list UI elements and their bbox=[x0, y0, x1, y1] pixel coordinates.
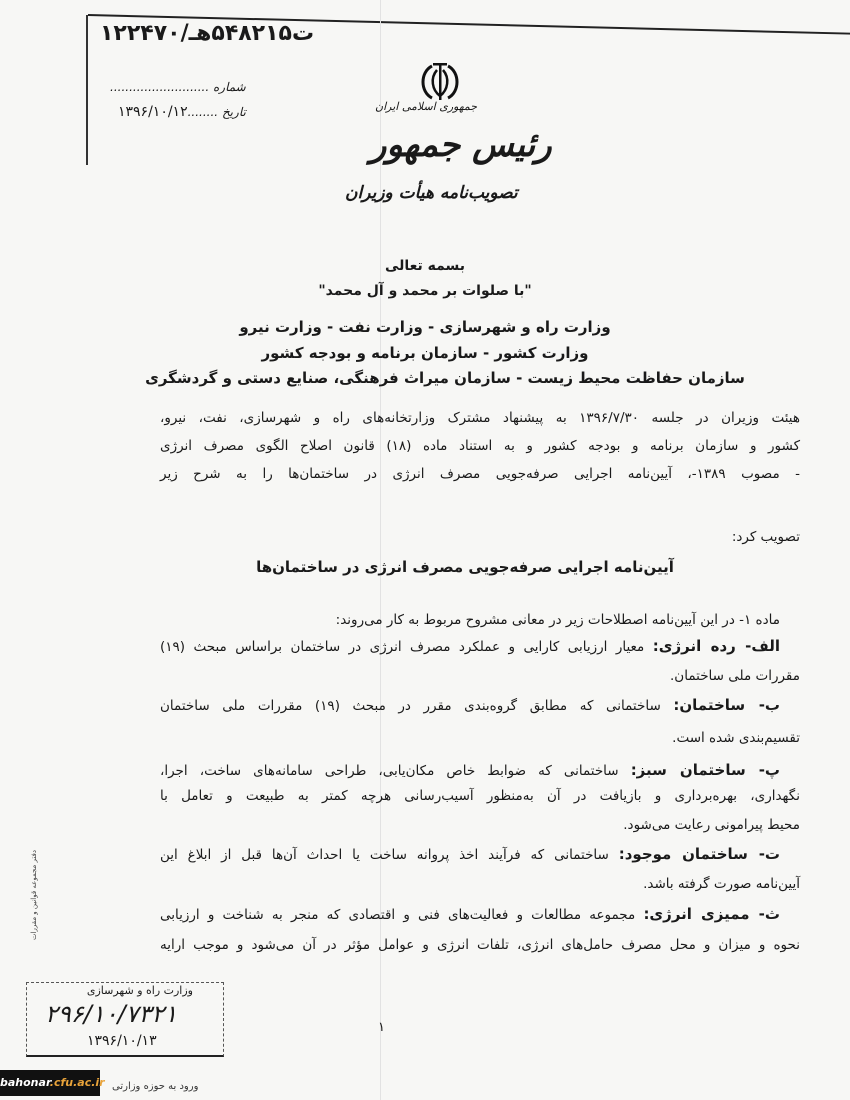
country-name: جمهوری اسلامی ایران bbox=[375, 100, 478, 113]
margin-note: دفتر مجموعه قوانین و مقررات bbox=[30, 850, 38, 940]
watermark-part2: .cfu.ac.ir bbox=[49, 1076, 105, 1089]
number-field: شماره .......................... bbox=[110, 80, 246, 94]
definition-text: ساختمانی که ضوابط خاص مکان‌یابی، طراحی سامانه‌های ساخت، اجرا، bbox=[160, 763, 619, 779]
scan-frame-left bbox=[86, 15, 88, 165]
watermark bbox=[0, 1070, 105, 1096]
definition-energy-audit bbox=[160, 904, 780, 925]
definition-line: آیین‌نامه صورت گرفته باشد. bbox=[643, 876, 800, 892]
document-number-stamp: ۱۲۲۴۷۰/ت۵۴۸۲۱۵هـ bbox=[100, 21, 315, 46]
definition-line: نحوه و میزان و محل مصرف حامل‌های انرژی، تلفات انرژی و عوامل مؤثر در آن می‌شود و موجب ارایه bbox=[160, 937, 800, 953]
preamble-line: - مصوب ۱۳۸۹-، آیین‌نامه اجرایی صرفه‌جویی مصرف انرژی در ساختمان‌ها را به شرح زیر bbox=[160, 466, 800, 482]
preamble-line: هیئت وزیران در جلسه ۱۳۹۶/۷/۳۰ به پیشنهاد مشترک وزارتخانه‌های راه و شهرسازی، نفت، نیرو، bbox=[160, 410, 800, 426]
stamp-footer: ورود به حوزه وزارتی bbox=[112, 1081, 199, 1092]
definition-text: معیار ارزیابی کارایی و عملکرد مصرف انرژی در ساختمان براساس مبحث (۱۹) bbox=[160, 639, 645, 655]
definition-text: مجموعه مطالعات و فعالیت‌های فنی و اقتصادی که منجر به شناخت و ارزیابی bbox=[160, 907, 636, 923]
term: الف- رده انرژی: bbox=[652, 637, 780, 655]
salutation-2: "با صلوات بر محمد و آل محمد" bbox=[318, 283, 532, 299]
term: پ- ساختمان سبز: bbox=[630, 761, 780, 779]
definition-green-building bbox=[160, 760, 780, 781]
stamp-number: ۲۹۶/۱۰/۷۳۲۱ bbox=[45, 1000, 178, 1028]
regulation-title: آیین‌نامه اجرایی صرفه‌جویی مصرف انرژی در ساختمان‌ها bbox=[256, 558, 674, 576]
watermark-part1: bahonar bbox=[0, 1076, 50, 1089]
definition-text: ساختمانی که مطابق گروه‌بندی مقرر در مبحث (۱۹) مقررات ملی ساختمان bbox=[160, 698, 661, 714]
definition-line: تقسیم‌بندی شده است. bbox=[672, 730, 800, 746]
term: ث- ممیزی انرژی: bbox=[643, 905, 780, 923]
decree-subtitle: تصویب‌نامه هیأت وزیران bbox=[345, 183, 518, 203]
recipient-line: سازمان حفاظت محیط زیست - سازمان میراث فرهنگی، صنایع دستی و گردشگری bbox=[145, 369, 745, 387]
term: ت- ساختمان موجود: bbox=[618, 845, 781, 863]
date-field: تاریخ ........۱۳۹۶/۱۰/۱۲ bbox=[118, 104, 246, 120]
definition-line: نگهداری، بهره‌برداری و بازیافت در آن به‌منظور آسیب‌رسانی هرچه کمتر به طبیعت و تعامل با bbox=[160, 788, 800, 804]
definition-building bbox=[160, 695, 780, 716]
date-label: تاریخ bbox=[221, 105, 246, 119]
salutation-1: بسمه تعالی bbox=[384, 258, 466, 274]
number-label: شماره bbox=[213, 80, 246, 94]
definition-line: محیط پیرامونی رعایت می‌شود. bbox=[623, 817, 800, 833]
article-1-intro: ماده ۱- در این آیین‌نامه اصطلاحات زیر در معانی مشروح مربوط به کار می‌روند: bbox=[335, 612, 780, 628]
term: ب- ساختمان: bbox=[673, 696, 780, 714]
preamble-line: کشور و سازمان برنامه و بودجه کشور و به استناد ماده (۱۸) قانون اصلاح الگوی مصرف انرژی bbox=[160, 438, 800, 454]
office-title: رئیس جمهور bbox=[370, 125, 552, 165]
definition-text: ساختمانی که فرآیند اخذ پروانه ساخت یا احداث آن‌ها قبل از ابلاغ این bbox=[160, 847, 609, 863]
recipient-line: وزارت کشور - سازمان برنامه و بودجه کشور bbox=[261, 344, 589, 362]
definition-existing-building bbox=[160, 844, 780, 865]
page-number: ۱ bbox=[378, 1020, 385, 1035]
stamp-date: ۱۳۹۶/۱۰/۱۳ bbox=[87, 1033, 157, 1049]
iran-emblem-icon bbox=[418, 62, 462, 102]
receipt-stamp bbox=[26, 982, 224, 1057]
recipient-line: وزارت راه و شهرسازی - وزارت نفت - وزارت نیرو bbox=[239, 318, 611, 336]
stamp-org: وزارت راه و شهرسازی bbox=[86, 984, 193, 997]
preamble-line: تصویب کرد: bbox=[731, 529, 800, 545]
definition-energy-class bbox=[160, 636, 780, 657]
definition-line: مقررات ملی ساختمان. bbox=[670, 668, 800, 684]
date-value: ۱۳۹۶/۱۰/۱۲ bbox=[118, 104, 188, 120]
